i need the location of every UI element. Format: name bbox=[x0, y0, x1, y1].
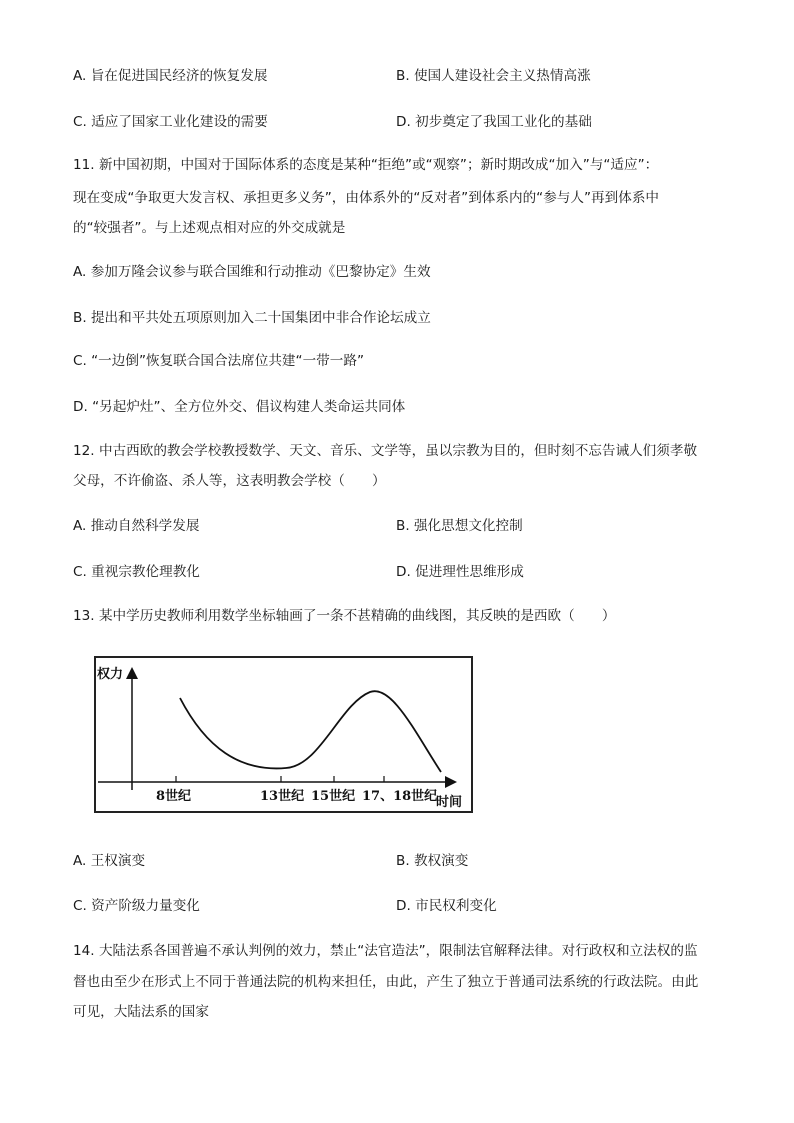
q10-option-a: A. 旨在促进国民经济的恢复发展 bbox=[73, 68, 268, 84]
q11-stem-line1: 11. 新中国初期，中国对于国际体系的态度是某种“拒绝”或“观察”；新时期改成“加入”与“适应”： bbox=[73, 157, 659, 173]
q12-option-a: A. 推动自然科学发展 bbox=[73, 518, 200, 534]
q12-stem-line1: 12. 中古西欧的教会学校教授数学、天文、音乐、文学等，虽以宗教为目的，但时刻不忘告诫人们须孝敬 bbox=[73, 443, 698, 459]
q11-option-d: D. “另起炉灶”、全方位外交、倡议构建人类命运共同体 bbox=[73, 399, 406, 415]
q13-option-d: D. 市民权利变化 bbox=[396, 898, 497, 914]
q11-stem-line3: 的“较强者”。与上述观点相对应的外交成就是 bbox=[73, 220, 346, 236]
tick-label-13th-century: 13世纪 bbox=[260, 789, 305, 804]
q13-option-a: A. 王权演变 bbox=[73, 853, 146, 869]
q14-stem-line2: 督也由至少在形式上不同于普通法院的机构来担任，由此，产生了独立于普通司法系统的行政法院。由此 bbox=[73, 974, 699, 990]
q11-stem-line2: 现在变成“争取更大发言权、承担更多义务”，由体系外的“反对者”到体系内的“参与人”再到体系中 bbox=[73, 190, 660, 206]
q11-option-c: C. “一边倒”恢复联合国合法席位共建“一带一路” bbox=[73, 353, 364, 369]
q10-option-b: B. 使国人建设社会主义热情高涨 bbox=[396, 68, 591, 84]
x-axis-label: 时间 bbox=[436, 795, 463, 810]
q12-option-c: C. 重视宗教伦理教化 bbox=[73, 564, 200, 580]
q13-stem: 13. 某中学历史教师利用数学坐标轴画了一条不甚精确的曲线图，其反映的是西欧（ ） bbox=[73, 608, 616, 624]
q11-option-a: A. 参加万隆会议参与联合国维和行动推动《巴黎协定》生效 bbox=[73, 264, 431, 280]
q12-option-b: B. 强化思想文化控制 bbox=[396, 518, 523, 534]
q10-option-c: C. 适应了国家工业化建设的需要 bbox=[73, 114, 268, 130]
q11-option-b: B. 提出和平共处五项原则加入二十国集团中非合作论坛成立 bbox=[73, 310, 431, 326]
q12-option-d: D. 促进理性思维形成 bbox=[396, 564, 524, 580]
q12-stem-line2: 父母，不许偷盗、杀人等，这表明教会学校（ ） bbox=[73, 473, 386, 489]
tick-label-8th-century: 8世纪 bbox=[156, 789, 192, 804]
power-curve-svg bbox=[94, 656, 474, 814]
q10-option-d: D. 初步奠定了我国工业化的基础 bbox=[396, 114, 592, 130]
q14-stem-line3: 可见，大陆法系的国家 bbox=[73, 1004, 209, 1020]
power-curve-figure bbox=[94, 656, 474, 814]
y-axis-label: 权力 bbox=[97, 667, 124, 682]
tick-label-15th-century: 15世纪 bbox=[311, 789, 356, 804]
q13-option-b: B. 教权演变 bbox=[396, 853, 469, 869]
q14-stem-line1: 14. 大陆法系各国普遍不承认判例的效力，禁止“法官造法”，限制法官解释法律。对行政权和立法权的监 bbox=[73, 943, 698, 959]
q13-option-c: C. 资产阶级力量变化 bbox=[73, 898, 200, 914]
tick-label-17-18th-century: 17、18世纪 bbox=[362, 789, 438, 804]
